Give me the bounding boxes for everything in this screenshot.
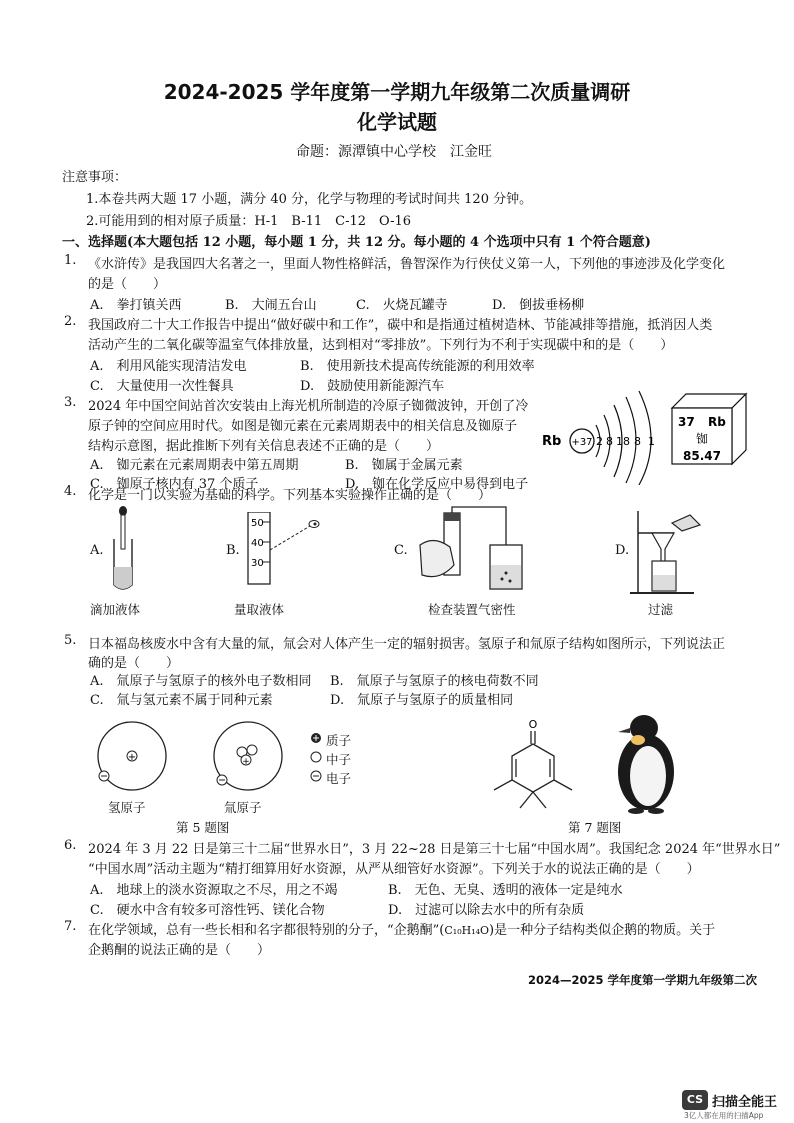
question-text: 化学是一门以实验为基础的科学。下列基本实验操作正确的是（ ） (88, 488, 492, 503)
legend-symbols (308, 730, 324, 786)
penguinone-structure (488, 716, 584, 812)
option-b[interactable]: B. 铷属于金属元素 (345, 458, 463, 473)
exam-title: 2024-2025 学年度第一学期九年级第二次质量调研 (163, 80, 631, 104)
svg-text:+: + (242, 757, 250, 767)
caption-c: 检查装置气密性 (428, 602, 516, 617)
caption-a: 滴加液体 (90, 602, 141, 617)
tritium-atom-diagram (208, 718, 288, 798)
shell-electrons: 2 (596, 435, 603, 448)
tick-label: 40 (251, 538, 264, 549)
hydrogen-label: 氢原子 (108, 800, 146, 815)
shell-electrons: 8 (634, 435, 641, 448)
watermark-brand: 扫描全能王 (712, 1095, 778, 1110)
tritium-label: 氚原子 (224, 800, 262, 815)
legend-electron: 电子 (326, 771, 352, 786)
question-number: 1. (64, 253, 77, 268)
question-text: 企鹅酮的说法正确的是（ ） (88, 943, 271, 958)
option-d[interactable]: D. (615, 543, 630, 558)
option-a[interactable]: A. 氚原子与氢原子的核外电子数相同 (90, 674, 312, 689)
question-text: 2024 年中国空间站首次安装由上海光机所制造的冷原子铷微波钟，开创了冷 (88, 399, 529, 414)
atomic-mass: 85.47 (683, 449, 721, 463)
figure-caption: 第 7 题图 (568, 820, 622, 835)
filtration-setup-image (630, 505, 710, 597)
question-text: 确的是（ ） (88, 656, 180, 671)
exam-author: 命题：源潭镇中心学校 江金旺 (296, 144, 492, 160)
shell-electrons: 8 (606, 435, 613, 448)
watermark-tagline: 3亿人都在用的扫描App (684, 1111, 764, 1120)
option-b[interactable]: B. 大闹五台山 (225, 298, 317, 313)
question-text: “中国水周”活动主题为“精打细算用好水资源，从严从细管好水资源”。下列关于水的说法正确的是（ ） (88, 862, 700, 877)
option-b[interactable]: B. 无色、无臭、透明的液体一定是纯水 (388, 883, 623, 898)
legend-proton: 质子 (326, 733, 352, 748)
option-b[interactable]: B. 氚原子与氢原子的核电荷数不同 (330, 674, 539, 689)
section-heading: 一、选择题(本大题包括 12 小题，每小题 1 分，共 12 分。每小题的 4 个选项中只有 1 个符合题意) (62, 235, 651, 250)
question-text: 结构示意图，据此推断下列有关信息表述不正确的是（ ） (88, 439, 440, 454)
question-number: 2. (64, 314, 77, 329)
option-d[interactable]: D. 铷在化学反应中易得到电子 (345, 477, 529, 492)
question-text: 原子钟的空间应用时代。如图是铷元素在元素周期表中的相关信息及铷原子 (88, 419, 518, 434)
dropper-test-tube-image (108, 505, 138, 595)
question-number: 4. (64, 484, 77, 499)
option-d[interactable]: D. 鼓励使用新能源汽车 (300, 379, 445, 394)
question-text: 的是（ ） (88, 277, 167, 292)
tick-label: 50 (251, 518, 264, 529)
notes-item: 2.可能用到的相对原子质量：H-1 B-11 C-12 O-16 (86, 214, 412, 229)
shell-electrons: 1 (648, 435, 655, 448)
question-number: 5. (64, 633, 77, 648)
notes-heading: 注意事项： (62, 170, 128, 185)
option-a[interactable]: A. 地球上的淡水资源取之不尽，用之不竭 (90, 883, 338, 898)
question-text: 《水浒传》是我国四大名著之一，里面人物性格鲜活，鲁智深作为行侠仗义第一人，下列他的事迹涉及化学变化 (88, 257, 726, 272)
element-symbol: Rb (708, 415, 726, 429)
question-text: 在化学领域，总有一些长相和名字都很特别的分子，“企鹅酮”(C₁₀H₁₄O)是一种分子结构类似企鹅的物质。关于 (88, 923, 716, 938)
legend-neutron: 中子 (326, 752, 352, 767)
option-c[interactable]: C. 铷原子核内有 37 个质子 (90, 477, 259, 492)
tick-label: 30 (251, 558, 264, 569)
option-a[interactable]: A. 利用风能实现清洁发电 (90, 359, 247, 374)
option-b[interactable]: B. 使用新技术提高传统能源的利用效率 (300, 359, 535, 374)
exam-subject: 化学试题 (357, 110, 437, 134)
chemical-formula: C₁₀H₁₄O (444, 924, 490, 937)
rubidium-atom-diagram (538, 385, 678, 485)
svg-text:O: O (528, 718, 538, 731)
question-text: 我国政府二十大工作报告中提出“做好碳中和工作”，碳中和是指通过植树造林、节能减排等措施，抵消因人类 (88, 318, 713, 333)
caption-d: 过滤 (648, 602, 674, 617)
option-b[interactable]: B. (226, 543, 240, 558)
option-c[interactable]: C. 硬水中含有较多可溶性钙、镁化合物 (90, 903, 325, 918)
option-a[interactable]: A. 拳打镇关西 (90, 298, 182, 313)
option-c[interactable]: C. (394, 543, 408, 558)
atomic-number: 37 (678, 415, 695, 429)
notes-item: 1.本卷共两大题 17 小题，满分 40 分，化学与物理的考试时间共 120 分钟。 (86, 192, 533, 207)
option-d[interactable]: D. 过滤可以除去水中的所有杂质 (388, 903, 585, 918)
svg-text:+: + (127, 752, 137, 763)
caption-b: 量取液体 (234, 602, 285, 617)
shell-electrons: 18 (616, 435, 630, 448)
question-text: 日本福岛核废水中含有大量的氚，氚会对人体产生一定的辐射损害。氢原子和氚原子结构如图所示，下列说法正 (88, 637, 726, 652)
option-a[interactable]: A. 铷元素在元素周期表中第五周期 (90, 458, 299, 473)
page-footer: 2024—2025 学年度第一学期九年级第二次 (528, 973, 758, 987)
option-d[interactable]: D. 倒拔垂杨柳 (492, 298, 585, 313)
figure-caption: 第 5 题图 (176, 820, 230, 835)
nucleus-charge: +37 (571, 437, 593, 448)
question-text: 活动产生的二氧化碳等温室气体排放量，达到相对“零排放”。下列行为不利于实现碳中和的是（ ） (88, 338, 674, 353)
airtightness-apparatus-image (410, 505, 530, 595)
option-a[interactable]: A. (90, 543, 104, 558)
option-d[interactable]: D. 氚原子与氢原子的质量相同 (330, 693, 514, 708)
question-number: 3. (64, 395, 77, 410)
question-number: 6. (64, 838, 77, 853)
option-c[interactable]: C. 大量使用一次性餐具 (90, 379, 234, 394)
camscanner-logo-icon: CS (682, 1090, 708, 1110)
option-c[interactable]: C. 氚与氢元素不属于同种元素 (90, 693, 273, 708)
graduated-cylinder-image (240, 512, 330, 592)
penguin-image (608, 712, 684, 814)
periodic-table-cell (668, 390, 750, 470)
question-text: 2024 年 3 月 22 日是第三十二届“世界水日”，3 月 22~28 日是第三十七届“中国水周”。我国纪念 2024 年“世界水日” (88, 842, 781, 857)
atom-symbol: Rb (542, 434, 562, 449)
element-name: 铷 (695, 432, 709, 446)
question-number: 7. (64, 919, 77, 934)
option-c[interactable]: C. 火烧瓦罐寺 (356, 298, 448, 313)
hydrogen-atom-diagram (92, 718, 172, 798)
